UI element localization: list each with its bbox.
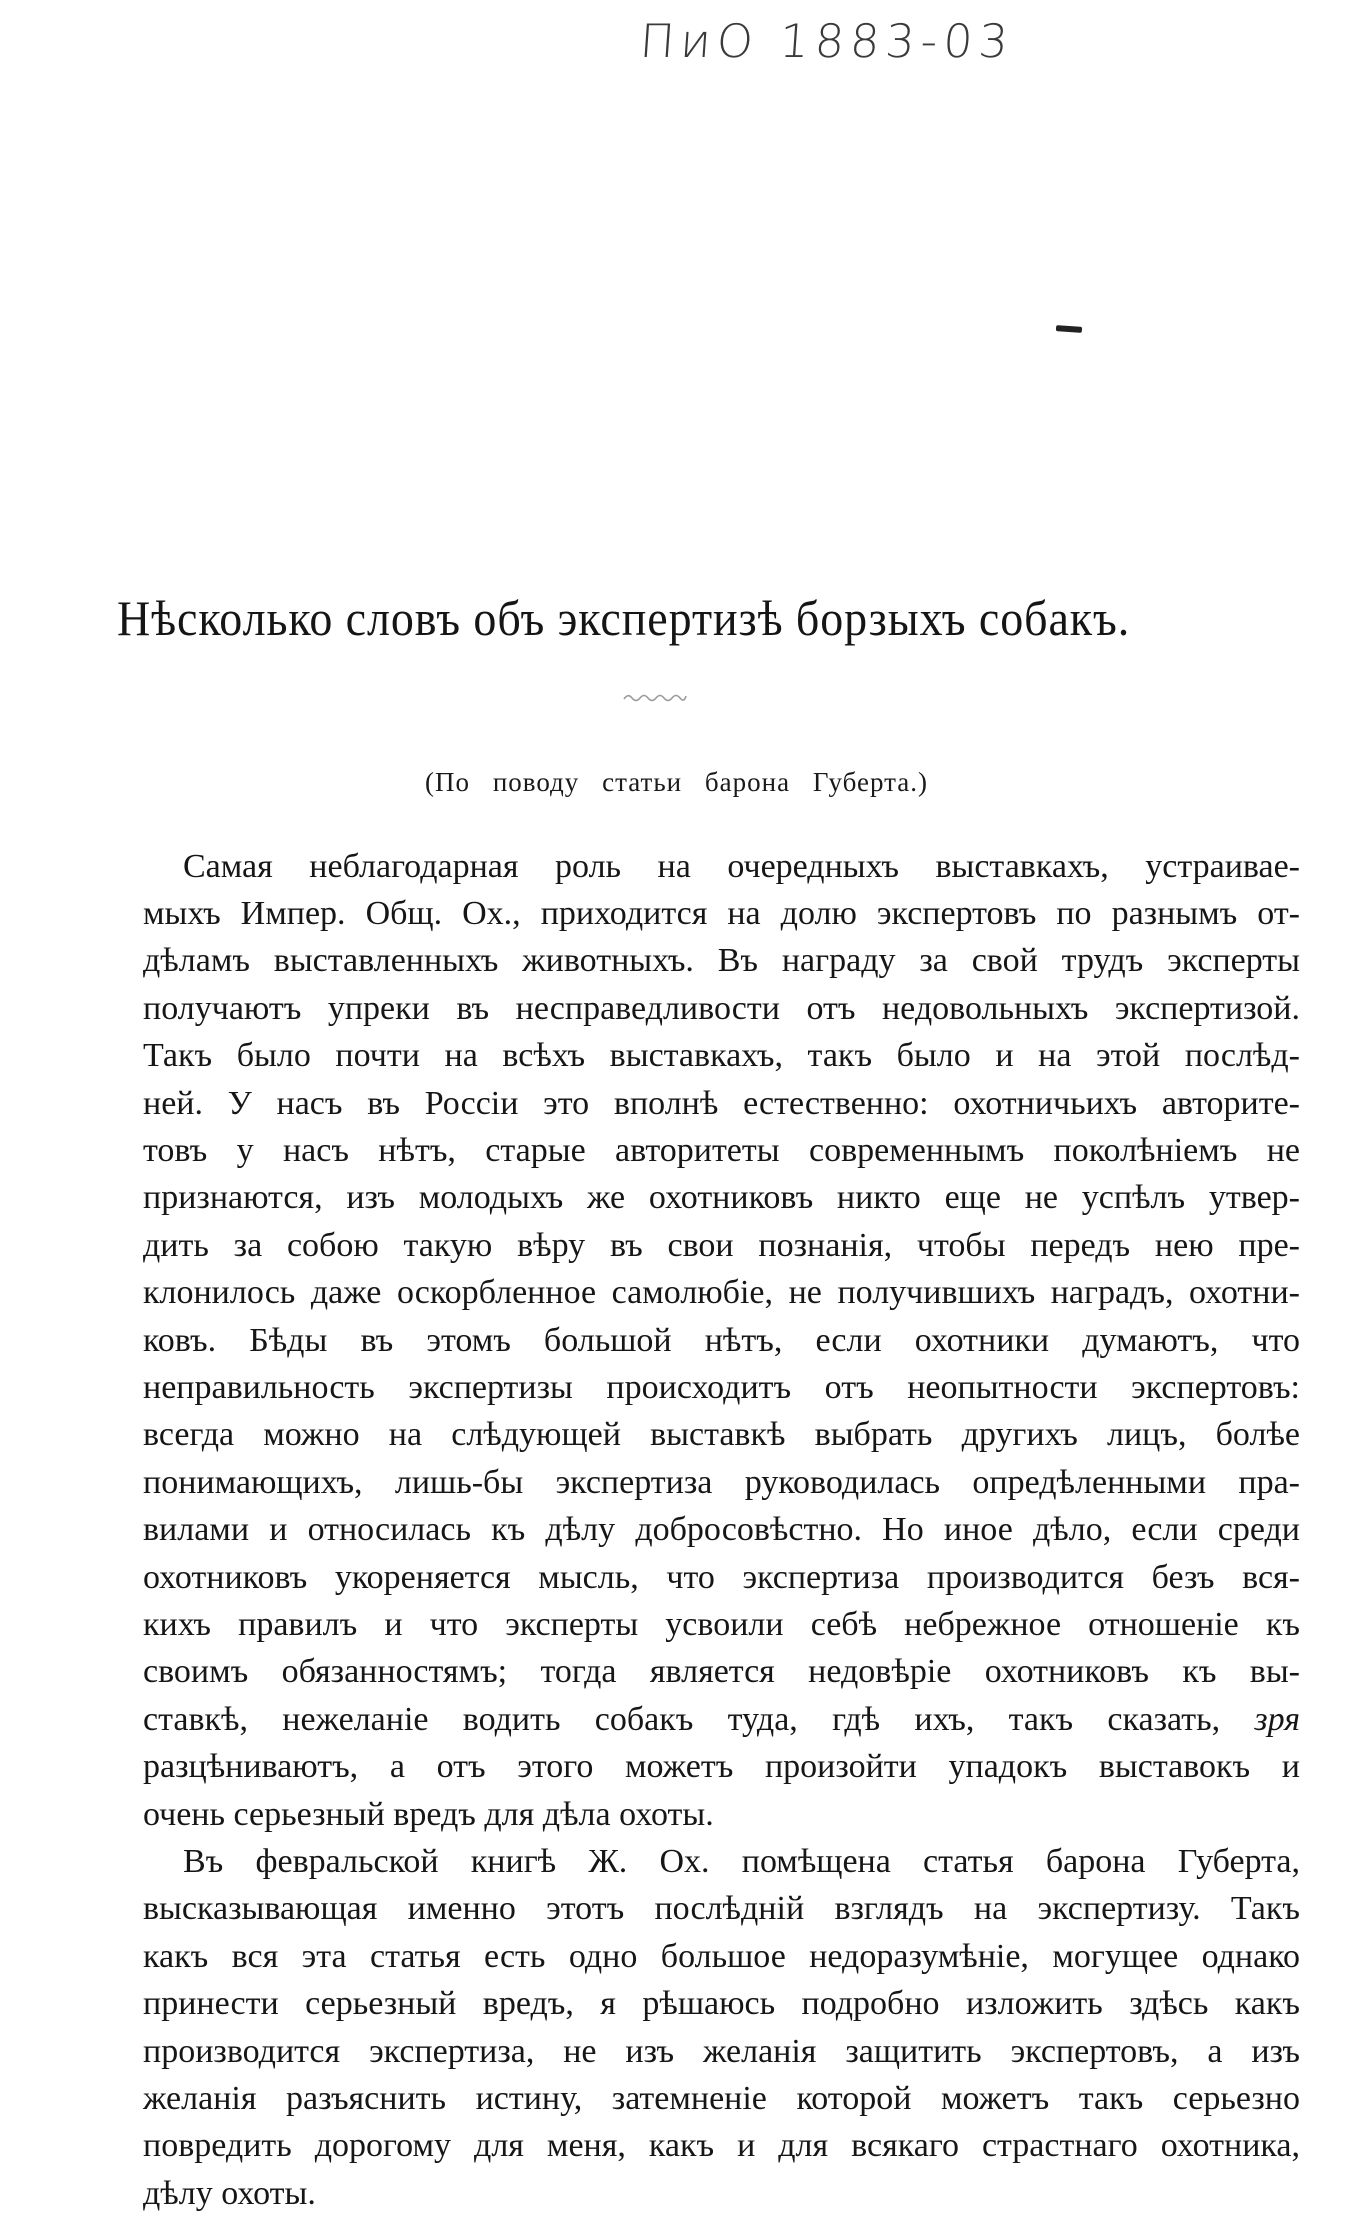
article-title-text: Нѣсколько словъ объ экспертизѣ борзыхъ собакъ. [117, 590, 1131, 646]
text-line: Самая неблагодарная роль на очередныхъ выставкахъ, устраивае- [183, 848, 1300, 885]
article-title [117, 590, 1230, 646]
italic-word: зря [1254, 1701, 1300, 1738]
text-line: ковъ. Бѣды въ этомъ большой нѣтъ, если охотники думаютъ, что [143, 1322, 1300, 1359]
text-line: ней. У насъ въ Россіи это вполнѣ естественно: охотничьихъ авторите- [143, 1085, 1300, 1122]
text-line: неправильность экспертизы происходитъ отъ неопытности экспертовъ: [143, 1369, 1300, 1406]
text-line: охотниковъ укореняется мысль, что экспертиза производится безъ вся- [143, 1559, 1300, 1596]
text-run: ставкѣ, нежеланіе водить собакъ туда, гдѣ ихъ, такъ сказать, [143, 1701, 1255, 1738]
text-line: товъ у насъ нѣтъ, старые авторитеты современнымъ поколѣніемъ не [143, 1132, 1300, 1169]
text-line: повредить дорогому для меня, какъ и для всякаго страстнаго охотника, [143, 2127, 1300, 2164]
text-line: Въ февральской книгѣ Ж. Ох. помѣщена статья барона Губерта, [183, 1843, 1300, 1880]
text-line: вилами и относилась къ дѣлу добросовѣстно. Но иное дѣло, если среди [143, 1511, 1300, 1548]
text-line: дѣламъ выставленныхъ животныхъ. Въ награду за свой трудъ эксперты [143, 942, 1300, 979]
text-line: дѣлу охоты. [143, 2175, 316, 2212]
text-line: производится экспертиза, не изъ желанія защитить экспертовъ, а изъ [143, 2033, 1300, 2070]
text-line: разцѣниваютъ, а отъ этого можетъ произойти упадокъ выставокъ и [143, 1748, 1300, 1785]
text-line: дить за собою такую вѣру въ свои познанія, чтобы передъ нею пре- [143, 1227, 1300, 1264]
wavy-ornament-divider [622, 690, 688, 704]
text-line: получаютъ упреки въ несправедливости отъ недовольныхъ экспертизой. [143, 990, 1300, 1027]
ink-mark [1056, 325, 1082, 333]
text-line: всегда можно на слѣдующей выставкѣ выбрать другихъ лицъ, болѣе [143, 1416, 1300, 1453]
text-line: кихъ правилъ и что эксперты усвоили себѣ небрежное отношеніе къ [143, 1606, 1300, 1643]
text-line: мыхъ Импер. Общ. Ох., приходится на долю экспертовъ по разнымъ от- [143, 895, 1300, 932]
text-line: признаются, изъ молодыхъ же охотниковъ никто еще не успѣлъ утвер- [143, 1179, 1300, 1216]
text-line: желанія разъяснить истину, затемненіе которой можетъ такъ серьезно [143, 2080, 1300, 2117]
text-line: своимъ обязанностямъ; тогда является недовѣріе охотниковъ къ вы- [143, 1653, 1300, 1690]
text-line: очень серьезный вредъ для дѣла охоты. [143, 1796, 714, 1833]
text-line: принести серьезный вредъ, я рѣшаюсь подробно изложить здѣсь какъ [143, 1985, 1300, 2022]
archive-handwritten-note: ПиО 1883-03 [638, 14, 1016, 68]
text-line-with-italic [143, 1696, 1300, 1743]
text-line: клонилось даже оскорбленное самолюбіе, не получившихъ наградъ, охотни- [143, 1274, 1300, 1311]
text-line: понимающихъ, лишь-бы экспертиза руководилась опредѣленными пра- [143, 1464, 1300, 1501]
text-line: Такъ было почти на всѣхъ выставкахъ, такъ было и на этой послѣд- [143, 1037, 1300, 1074]
text-line: высказывающая именно этотъ послѣдній взглядъ на экспертизу. Такъ [143, 1890, 1300, 1927]
text-line: какъ вся эта статья есть одно большое недоразумѣніе, могущее однако [143, 1938, 1300, 1975]
article-subtitle: (По поводу статьи барона Губерта.) [425, 767, 928, 797]
